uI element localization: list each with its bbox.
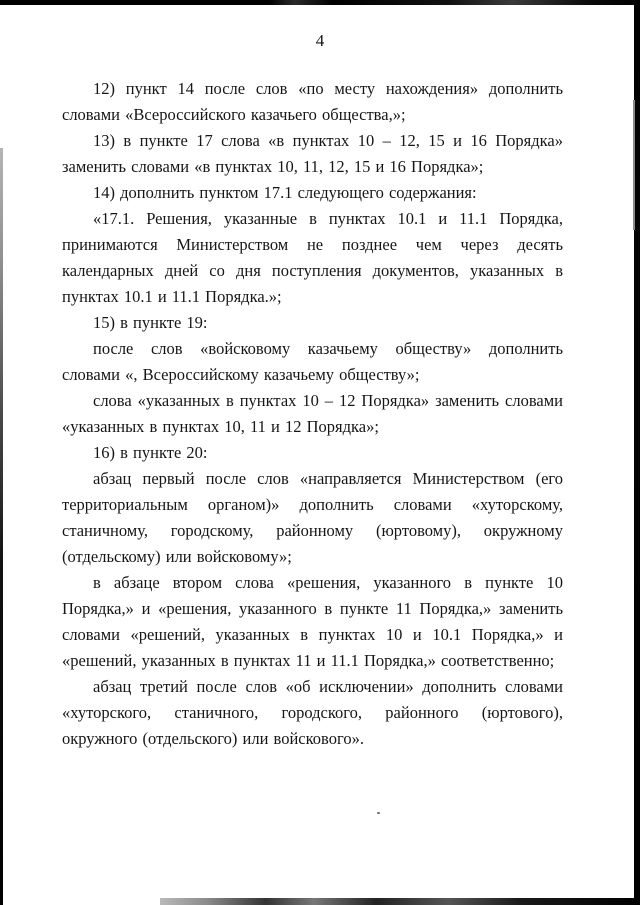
scan-artifact-left-edge	[0, 148, 3, 905]
paragraph-item-12: 12) пункт 14 после слов «по месту нахождения» дополнить словами «Всероссийского казачьего общества,»;	[62, 79, 563, 124]
paragraph-item-16-sub-2: в абзаце втором слова «решения, указанного в пункте 10 Порядка,» и «решения, указанного в пункте 11 Порядка,» заменить словами «решений, указанных в пунктах 10 и 10.1 Порядка,» и «решений, указанных в пунктах 11 и 11.1 Порядка,» соответственно;	[62, 573, 563, 670]
scan-artifact-right-edge	[634, 0, 640, 905]
scan-artifact-bottom-edge	[160, 898, 640, 905]
scan-artifact-speck	[377, 812, 380, 814]
paragraph-item-13: 13) в пункте 17 слова «в пунктах 10 – 12, 15 и 16 Порядка» заменить словами «в пунктах 10, 11, 12, 15 и 16 Порядка»;	[62, 131, 563, 176]
paragraph-item-15-sub-1: после слов «войсковому казачьему обществу» дополнить словами «, Всероссийскому казачьему обществу»;	[62, 339, 563, 384]
paragraph-item-16-sub-1: абзац первый после слов «направляется Министерством (его территориальным органом)» дополнить словами «хуторскому, станичному, городскому, районному (юртовому), окружному (отдельскому) или войсковому»;	[62, 469, 563, 566]
scan-artifact-right-edge-highlight	[633, 100, 635, 230]
paragraph-item-15: 15) в пункте 19:	[93, 313, 208, 332]
paragraph-item-16-sub-3: абзац третий после слов «об исключении» дополнить словами «хуторского, станичного, городского, районного (юртового), окружного (отдельского) или войскового».	[62, 677, 563, 748]
document-body	[62, 76, 563, 752]
paragraph-item-14: 14) дополнить пунктом 17.1 следующего содержания:	[93, 183, 477, 202]
paragraph-item-15-sub-2: слова «указанных в пунктах 10 – 12 Порядка» заменить словами «указанных в пунктах 10, 11 и 12 Порядка»;	[62, 391, 563, 436]
paragraph-quoted-17-1: «17.1. Решения, указанные в пунктах 10.1 и 11.1 Порядка, принимаются Министерством не позднее чем через десять календарных дней со дня поступления документов, указанных в пунктах 10.1 и 11.1 Порядка.»;	[62, 209, 563, 306]
paragraph-item-16: 16) в пункте 20:	[93, 443, 208, 462]
page-number: 4	[315, 31, 325, 50]
scan-artifact-top-edge	[0, 0, 640, 5]
